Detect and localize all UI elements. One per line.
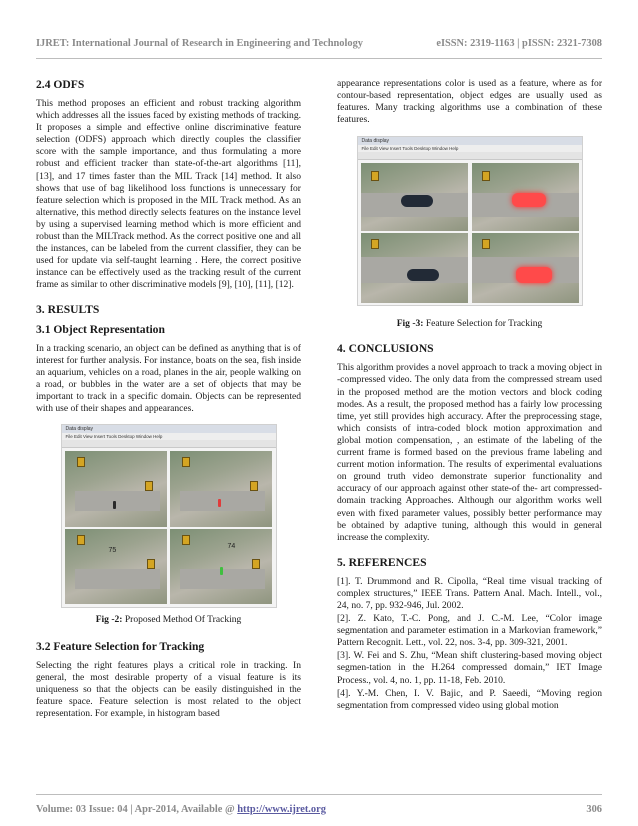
right-column [337, 78, 602, 713]
left-column [36, 78, 301, 721]
figure-3-toolbar [358, 152, 582, 160]
figure-3-window-title: Data display [358, 137, 582, 145]
reference-list [337, 576, 602, 712]
fig3-frame-2 [472, 163, 579, 231]
issn: eISSN: 2319-1163 | pISSN: 2321-7308 [436, 38, 602, 49]
section-feature-sel-text: Selecting the right features plays a critical role in tracking. In general, the most desirable property of a visual feature is its uniqueness so that the objects can be easily distinguished in the feature space. Feature selection is most related to the object representation. For example, in histogram based [36, 660, 301, 720]
section-odfs-title: 2.4 ODFS [36, 78, 85, 91]
reference-item: [1]. T. Drummond and R. Cipolla, “Real time visual tracking of complex structures,” IEEE Trans. Pattern Anal. Mach. Intell., vol., 24, no. 7, pp. 932-946, Jul. 2002. [337, 575, 602, 611]
fig3-frame-4 [472, 233, 579, 303]
figure-2-toolbar [62, 440, 276, 448]
section-object-rep-text: In a tracking scenario, an object can be defined as anything that is of interest for further analysis. For instance, boats on the sea, fish inside an aquarium, vehicles on a road, planes in the air, people walking on a road, or bubbles in the water are a set of objects that may be important to track in a specific domain. Objects can be represented with use of their shapes and appearances. [36, 342, 301, 414]
fig2-number-2: 74 [227, 543, 236, 551]
section-results-title: 3. RESULTS [36, 302, 100, 316]
figure-3-caption [337, 318, 602, 330]
journal-link[interactable]: http://www.ijret.org [237, 804, 326, 815]
figure-3-caption-text: Feature Selection for Tracking [425, 318, 543, 330]
section-conclusions-text: This algorithm provides a novel approach to track a moving object in -compressed video. The only data from the compressed stream used in the proposed method are the motion vectors and block coding modes. As a result, the proposed method has a fairly low processing time, yet still provides high accuracy. After the preprocessing stage, which consists of intra-coded block motion approximation and global motion compensation, , an estimate of the labeling of the current frame is formed based on the previous frame labeling and current motion information. The results of experimental evaluations on ground truth video demonstrate superior functionality and accuracy of our approach against other state-of the- art compressed-domain tracking Approaches. Although our algorithm works well even with fixed parameter values, possibly better performance may be obtained by adaptive tuning, although this would in general increase the complexity. [337, 362, 602, 543]
page-number: 306 [586, 804, 602, 815]
fig2-frame-2 [170, 451, 272, 527]
footer-rule [36, 794, 602, 795]
journal-name: IJRET: International Journal of Research in Engineering and Technology [36, 38, 363, 49]
fig2-frame-4 [170, 529, 272, 604]
figure-2-window-title: Data display [62, 425, 276, 433]
figure-2-label: Fig -2: [95, 614, 123, 626]
fig2-frame-1 [65, 451, 167, 527]
fig2-frame-3 [65, 529, 167, 604]
footer-volume-text: Volume: 03 Issue: 04 | Apr-2014, Available @ [36, 804, 238, 815]
reference-item: [2]. Z. Kato, T.-C. Pong, and J. C.-M. Lee, “Color image segmentation and parameter estimation in a Markovian framework,” Pattern Recognit. Lett., vol. 22, nos. 3-4, pp. 309-321, 2001. [337, 613, 602, 649]
figure-2-caption [36, 614, 301, 626]
section-references-title: 5. REFERENCES [337, 555, 427, 569]
reference-item: [3]. W. Fei and S. Zhu, “Mean shift clustering-based moving object segmen-tation in the H.264 compressed domain,” IET Image Process., vol. 4, no. 1, pp. 11-18, Feb. 2010. [337, 650, 602, 686]
right-top-text: appearance representations color is used as a feature, where as for contour-based representation, object edges are usually used as features. Many tracking algorithms use a combination of these features. [337, 78, 602, 126]
reference-item: [4]. Y.-M. Chen, I. V. Bajic, and P. Saeedi, “Moving region segmentation from compressed video using global motion [337, 687, 602, 711]
running-header [36, 38, 602, 49]
header-rule [36, 58, 602, 59]
figure-2-caption-text: Proposed Method Of Tracking [124, 614, 242, 626]
running-footer [36, 804, 602, 815]
section-conclusions-title: 4. CONCLUSIONS [337, 342, 434, 356]
figure-3-label: Fig -3: [396, 318, 424, 330]
figure-3-window-menu: File Edit View Insert Tools Desktop Window Help [358, 145, 582, 152]
footer-volume [36, 804, 326, 815]
section-object-rep-title: 3.1 Object Representation [36, 322, 165, 336]
section-odfs-text: This method proposes an efficient and robust tracking algorithm which addresses all the issues faced by existing methods of tracking. It proposes a simple and effective online discriminative feature selection (ODFS) approach which directly couples the classifier score with the sample importance, and thus formulating a more robust and efficient tracker than state-of-the-art algorithms [11], [13], and 17 times faster than the MIL Track [14] method. It also shows that use of bag likelihood loss functions is unnecessary for feature selection which is proposed in the MIL Track method. As an alternative, this method directly selects features on the instance level by using a supervised learning method which is more efficient and robust than the MILTrack method. As the correct positive one and all the instances, can be labeled from the current classifier, they can be used for update via self-taught learning . Here, the correct positive instance can be effectively used as the tracking result of the current frame as similar to other discriminative models [9], [10], [11], [12]. [36, 98, 301, 291]
figure-3-image [357, 136, 583, 306]
section-feature-sel-title: 3.2 Feature Selection for Tracking [36, 640, 205, 654]
figure-2-image [61, 424, 277, 608]
fig2-number-1: 75 [108, 547, 117, 555]
fig3-frame-3 [361, 233, 468, 303]
figure-2-window-menu: File Edit View Insert Tools Desktop Window Help [62, 433, 276, 440]
fig3-frame-1 [361, 163, 468, 231]
